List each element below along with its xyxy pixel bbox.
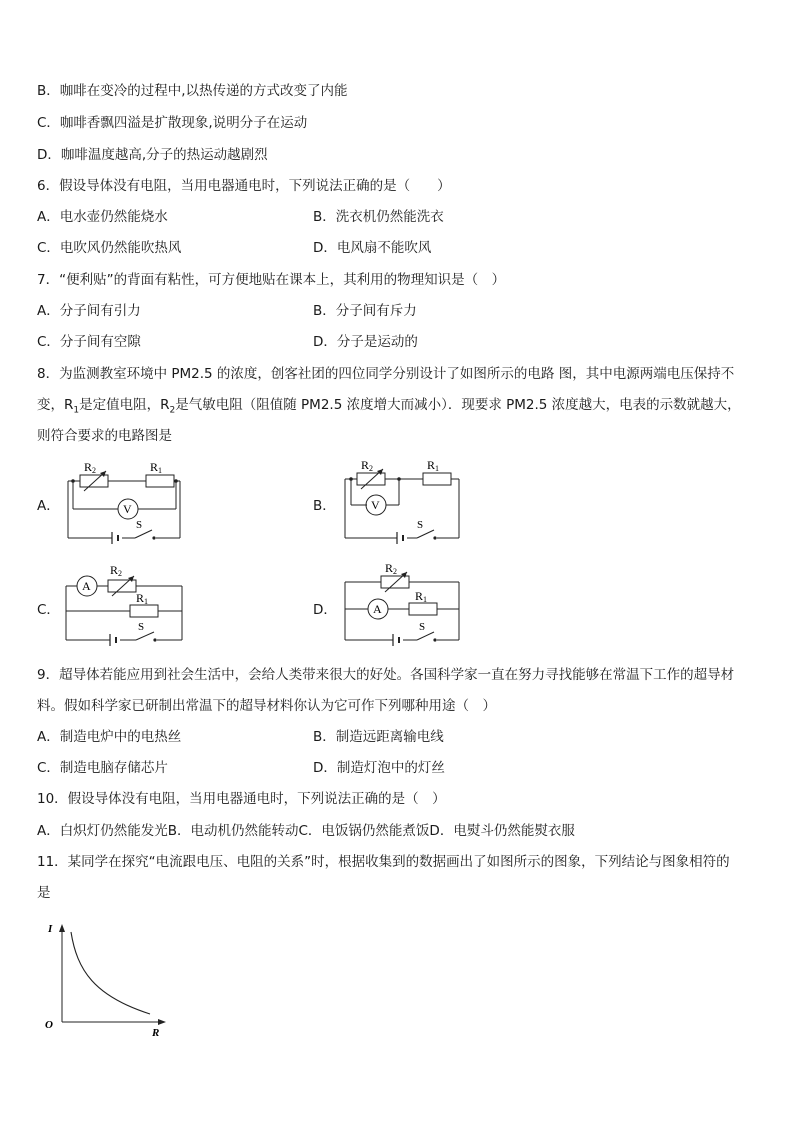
- q7-option-b: B．分子间有斥力: [313, 303, 417, 319]
- q6-stem: 6．假设导体没有电阻，当用电器通电时，下列说法正确的是（ ）: [37, 178, 451, 194]
- q6-option-b: B．洗衣机仍然能洗衣: [313, 209, 444, 225]
- x-axis-label: R: [152, 1027, 160, 1038]
- q7-option-d: D．分子是运动的: [313, 334, 418, 350]
- q8-circuit-a-diagram: [60, 455, 190, 545]
- q5-option-d: D．咖啡温度越高,分子的热运动越剧烈: [37, 147, 268, 163]
- q8-option-c-label: C．: [37, 602, 60, 618]
- q9-option-a: A．制造电炉中的电热丝: [37, 729, 182, 745]
- svg-text:R1: R1: [427, 458, 440, 473]
- x-axis-arrow: [158, 1019, 166, 1025]
- q8-circuit-c-diagram: [60, 560, 190, 650]
- q11-stem-line1: 11．某同学在探究“电流跟电压、电阻的关系”时，根据收集到的数据画出了如图所示的图象，下列结论与图象相符的: [37, 854, 730, 870]
- q8-option-a-label: A．: [37, 498, 60, 514]
- q9-option-d: D．制造灯泡中的灯丝: [313, 760, 445, 776]
- q11-stem-line2: 是: [37, 885, 51, 901]
- svg-text:R1: R1: [150, 460, 163, 475]
- svg-text:A: A: [82, 579, 91, 593]
- q8-option-d-label: D．: [313, 602, 337, 618]
- q6-option-c: C．电吹风仍然能吹热风: [37, 240, 182, 256]
- svg-text:R2: R2: [361, 458, 374, 473]
- q8-circuit-d-diagram: [337, 560, 467, 650]
- q11-graph: [40, 918, 170, 1038]
- q10-stem: 10．假设导体没有电阻，当用电器通电时，下列说法正确的是（ ）: [37, 791, 446, 807]
- q7-option-c: C．分子间有空隙: [37, 334, 141, 350]
- q9-option-c: C．制造电脑存储芯片: [37, 760, 168, 776]
- svg-text:S: S: [138, 621, 145, 633]
- inverse-curve: [71, 932, 150, 1014]
- q9-option-b: B．制造远距离输电线: [313, 729, 444, 745]
- svg-text:A: A: [373, 602, 382, 616]
- q8-option-b-label: B．: [313, 498, 336, 514]
- q9-stem-line2: 料。假如科学家已研制出常温下的超导材料你认为它可作下列哪种用途（ ）: [37, 698, 496, 714]
- q6-option-d: D．电风扇不能吹风: [313, 240, 432, 256]
- y-axis-label: I: [48, 923, 53, 935]
- svg-text:V: V: [123, 502, 132, 516]
- q7-stem: 7．“便利贴”的背面有粘性，可方便地贴在课本上，其利用的物理知识是（ ）: [37, 272, 506, 288]
- svg-text:R1: R1: [415, 589, 428, 604]
- svg-text:R2: R2: [84, 460, 97, 475]
- svg-text:R2: R2: [385, 561, 398, 576]
- q9-stem-line1: 9．超导体若能应用到社会生活中，会给人类带来很大的好处。各国科学家一直在努力寻找能够在常温下工作的超导材: [37, 667, 735, 683]
- q5-option-c: C．咖啡香飘四溢是扩散现象,说明分子在运动: [37, 115, 308, 131]
- svg-text:S: S: [136, 519, 143, 531]
- y-axis-arrow: [59, 924, 65, 932]
- q8-stem-line2: 变，$R_1$是定值电阻，$R_2$是气敏电阻（阻值随 PM2.5 浓度增大而减小）．现要求 PM2.5 浓度越大，电表的示数就越大，: [37, 397, 741, 416]
- svg-text:S: S: [419, 621, 426, 633]
- q6-option-a: A．电水壶仍然能烧水: [37, 209, 168, 225]
- svg-text:V: V: [371, 498, 380, 512]
- q8-circuit-b-diagram: [337, 453, 467, 545]
- q7-option-a: A．分子间有引力: [37, 303, 141, 319]
- origin-label: O: [45, 1019, 53, 1031]
- q5-option-b: B．咖啡在变冷的过程中,以热传递的方式改变了内能: [37, 83, 348, 99]
- svg-text:S: S: [417, 519, 424, 531]
- q8-stem-line1: 8．为监测教室环境中 PM2.5 的浓度，创客社团的四位同学分别设计了如图所示的电路 图，其中电源两端电压保持不: [37, 366, 735, 382]
- q10-options: A．白炽灯仍然能发光B．电动机仍然能转动C．电饭锅仍然能煮饭D．电熨斗仍然能熨衣服: [37, 823, 575, 839]
- svg-text:R1: R1: [136, 591, 149, 606]
- q8-stem-line3: 则符合要求的电路图是: [37, 428, 172, 444]
- svg-text:R2: R2: [110, 563, 123, 578]
